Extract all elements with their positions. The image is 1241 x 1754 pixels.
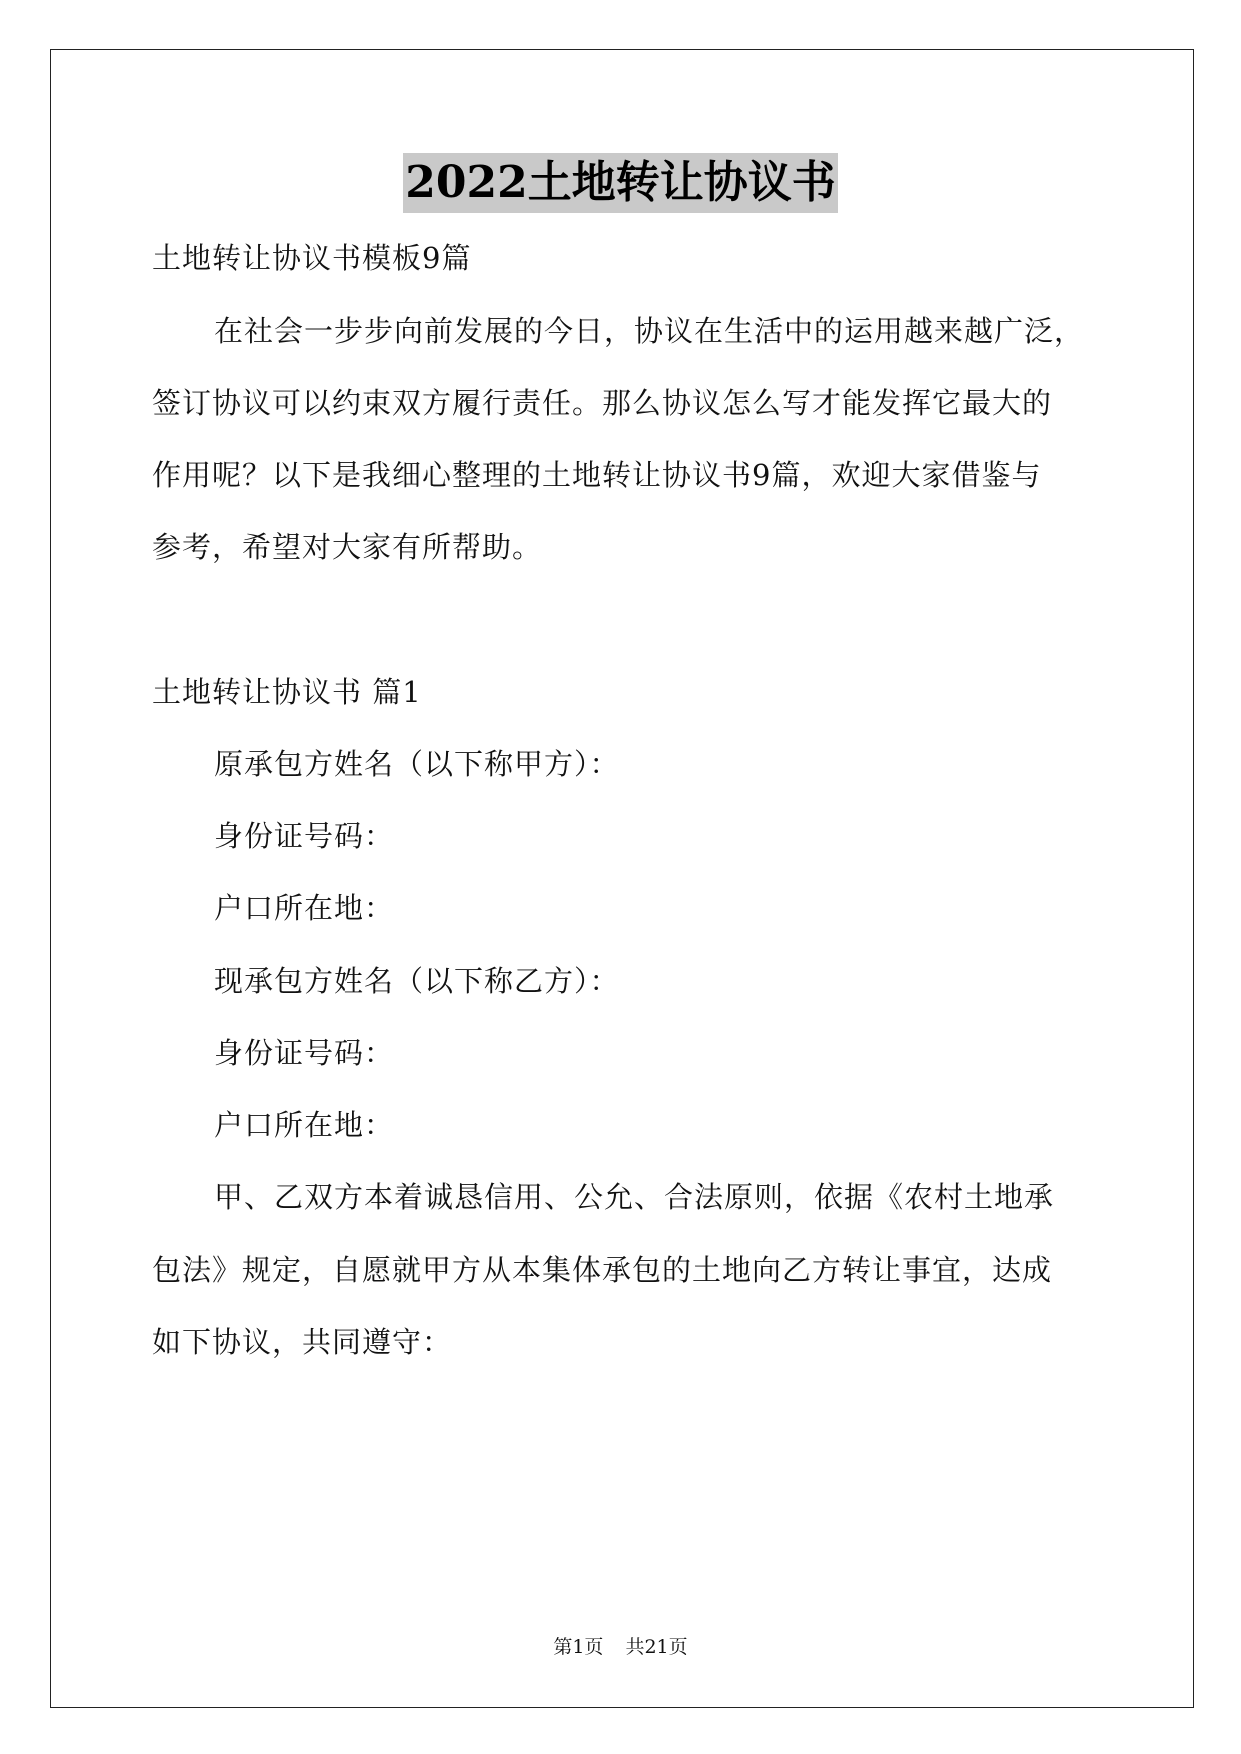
form-field-label: 身份证号码： — [214, 819, 395, 853]
page-number: 第1页 — [553, 1636, 604, 1658]
section-heading: 土地转让协议书 篇1 — [152, 675, 422, 709]
page-total: 共21页 — [625, 1636, 688, 1658]
paragraph-line: 签订协议可以约束双方履行责任。那么协议怎么写才能发挥它最大的 — [152, 386, 1053, 420]
subtitle-line: 土地转让协议书模板9篇 — [152, 241, 472, 275]
paragraph-line: 参考，希望对大家有所帮助。 — [152, 530, 543, 564]
form-field-label: 现承包方姓名（以下称乙方）： — [214, 964, 620, 998]
form-field-label: 户口所在地： — [214, 1108, 395, 1142]
paragraph-line: 如下协议，共同遵守： — [152, 1325, 453, 1359]
paragraph-line: 作用呢？以下是我细心整理的土地转让协议书9篇，欢迎大家借鉴与 — [152, 458, 1042, 492]
document-title: 2022土地转让协议书 — [403, 153, 837, 213]
title-container — [0, 153, 1241, 213]
form-field-label: 身份证号码： — [214, 1036, 395, 1070]
paragraph-line: 包法》规定，自愿就甲方从本集体承包的土地向乙方转让事宜，达成 — [152, 1253, 1053, 1287]
form-field-label: 原承包方姓名（以下称甲方）： — [214, 747, 620, 781]
page-border — [50, 49, 1194, 1708]
paragraph-line: 在社会一步步向前发展的今日，协议在生活中的运用越来越广泛， — [214, 314, 1085, 348]
page-footer — [0, 1634, 1241, 1660]
paragraph-line: 甲、乙双方本着诚恳信用、公允、合法原则，依据《农村土地承 — [214, 1180, 1055, 1214]
form-field-label: 户口所在地： — [214, 891, 395, 925]
